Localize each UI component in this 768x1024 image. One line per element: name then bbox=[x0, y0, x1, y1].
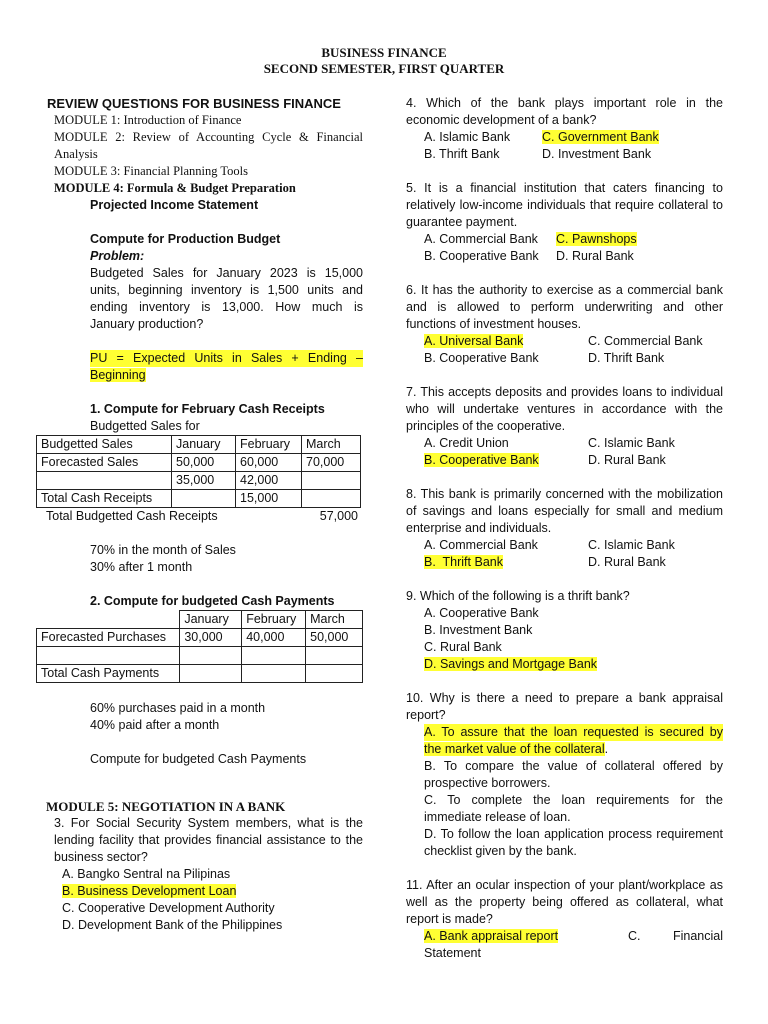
q3-line: 3. For Social Security System members, what is the bbox=[54, 816, 363, 830]
receipt-note: 70% in the month of Sales bbox=[90, 543, 236, 557]
receipt-note: 30% after 1 month bbox=[90, 560, 193, 574]
total-budgeted-value: 57,000 bbox=[319, 509, 358, 523]
option-c-cont: Statement bbox=[424, 946, 481, 960]
option-a: A. Credit Union bbox=[424, 436, 509, 450]
question-line: 8. This bank is primarily concerned with the mobilization bbox=[406, 487, 723, 501]
question-6 bbox=[406, 282, 723, 367]
table-cell bbox=[172, 490, 236, 508]
question-line: economic development of a bank? bbox=[406, 113, 597, 127]
table-cell bbox=[306, 647, 363, 665]
option-a-answer-cont: the market value of the collateral bbox=[424, 742, 605, 756]
table-cell: 50,000 bbox=[172, 454, 236, 472]
question-line: 7. This accepts deposits and provides loans to individual bbox=[406, 385, 723, 399]
question-5 bbox=[406, 180, 723, 265]
option-c: C. Islamic Bank bbox=[588, 538, 675, 552]
module-4: MODULE 4: Formula & Budget Preparation bbox=[54, 181, 296, 195]
review-title: REVIEW QUESTIONS FOR BUSINESS FINANCE bbox=[47, 96, 341, 111]
table-cell: Budgetted Sales bbox=[37, 436, 172, 454]
table-cell: 42,000 bbox=[236, 472, 302, 490]
q3-line: business sector? bbox=[54, 850, 148, 864]
table-cell: February bbox=[236, 436, 302, 454]
table-cell: Forecasted Sales bbox=[37, 454, 172, 472]
option-c-word: Financial bbox=[672, 929, 723, 943]
table-cell: January bbox=[172, 436, 236, 454]
left-column bbox=[38, 95, 363, 934]
question-4 bbox=[406, 95, 723, 163]
question-line: 10. Why is there a need to prepare a bank appraisal bbox=[406, 691, 723, 705]
option-a-period: . bbox=[604, 742, 609, 756]
q1-heading: 1. Compute for February Cash Receipts bbox=[90, 402, 325, 416]
option-d: D. Rural Bank bbox=[588, 453, 666, 467]
option-c-answer: C. Pawnshops bbox=[556, 232, 637, 246]
table-cell: Total Cash Payments bbox=[37, 665, 180, 683]
payment-note: 40% paid after a month bbox=[90, 718, 220, 732]
compute-payments-text: Compute for budgeted Cash Payments bbox=[90, 752, 307, 766]
question-9 bbox=[406, 588, 723, 673]
problem-line: January production? bbox=[90, 317, 204, 331]
cash-receipts-table bbox=[36, 435, 361, 508]
question-line: who will undertake ventures in accordance with the bbox=[406, 402, 723, 416]
option-b: B. Cooperative Bank bbox=[424, 351, 539, 365]
document-header bbox=[0, 45, 768, 77]
question-line: enterprise and individuals. bbox=[406, 521, 552, 535]
problem-line: Budgeted Sales for January 2023 is 15,000 bbox=[90, 266, 363, 280]
question-11 bbox=[406, 877, 723, 962]
table-cell bbox=[180, 647, 242, 665]
table-cell: March bbox=[302, 436, 361, 454]
option-d: D. Investment Bank bbox=[542, 147, 652, 161]
table-row bbox=[37, 490, 361, 508]
question-8 bbox=[406, 486, 723, 571]
table-cell bbox=[242, 665, 306, 683]
question-line: of savings and loans especially for small and medium bbox=[406, 504, 723, 518]
question-line: 4. Which of the bank plays important role in the bbox=[406, 96, 723, 110]
question-line: guarantee payment. bbox=[406, 215, 518, 229]
table-cell: 50,000 bbox=[306, 629, 363, 647]
question-line: relatively low-income individuals that require collateral to bbox=[406, 198, 723, 212]
question-line: 5. It is a financial institution that caters financing to bbox=[406, 181, 723, 195]
option-b: B. Thrift Bank bbox=[424, 147, 500, 161]
question-line: report? bbox=[406, 708, 446, 722]
option-d-answer: D. Savings and Mortgage Bank bbox=[424, 657, 598, 671]
formula-line: Beginning bbox=[90, 368, 146, 382]
table-cell bbox=[306, 665, 363, 683]
question-line: 11. After an ocular inspection of your plant/workplace as bbox=[406, 878, 723, 892]
table-cell: Forecasted Purchases bbox=[37, 629, 180, 647]
question-line: principles of the cooperative. bbox=[406, 419, 566, 433]
table-cell bbox=[302, 490, 361, 508]
option-a: A. Commercial Bank bbox=[424, 232, 538, 246]
module-2-cont: Analysis bbox=[54, 147, 98, 161]
module-1: MODULE 1: Introduction of Finance bbox=[54, 113, 242, 127]
question-7 bbox=[406, 384, 723, 469]
table-row bbox=[37, 647, 363, 665]
table-row bbox=[37, 472, 361, 490]
question-line: 6. It has the authority to exercise as a commercial bank bbox=[406, 283, 723, 297]
table-cell: 70,000 bbox=[302, 454, 361, 472]
option-b: B. Cooperative Bank bbox=[424, 249, 539, 263]
semester-title: SECOND SEMESTER, FIRST QUARTER bbox=[263, 61, 505, 76]
q3-line: lending facility that provides financial assistance to the bbox=[54, 833, 363, 847]
table-cell: 30,000 bbox=[180, 629, 242, 647]
problem-line: ending inventory is 13,000. How much is bbox=[90, 300, 363, 314]
table-cell bbox=[37, 472, 172, 490]
table-cell: 35,000 bbox=[172, 472, 236, 490]
q3-option: C. Cooperative Development Authority bbox=[62, 901, 275, 915]
question-line: report is made? bbox=[406, 912, 493, 926]
option-b-cont: prospective borrowers. bbox=[424, 776, 551, 790]
table-cell bbox=[37, 647, 180, 665]
table-cell: 15,000 bbox=[236, 490, 302, 508]
table-row bbox=[37, 665, 363, 683]
table-row bbox=[37, 629, 363, 647]
option-c: C. Rural Bank bbox=[424, 640, 502, 654]
table-cell: 40,000 bbox=[242, 629, 306, 647]
course-title: BUSINESS FINANCE bbox=[321, 45, 447, 60]
module-2: MODULE 2: Review of Accounting Cycle & Financial bbox=[54, 130, 363, 144]
option-b: B. Investment Bank bbox=[424, 623, 533, 637]
table-cell bbox=[37, 611, 180, 629]
table-row bbox=[37, 436, 361, 454]
cash-payments-table bbox=[36, 610, 363, 683]
option-a-answer: A. Universal Bank bbox=[424, 334, 524, 348]
option-a: A. Cooperative Bank bbox=[424, 606, 539, 620]
total-budgeted-label: Total Budgetted Cash Receipts bbox=[46, 509, 218, 523]
total-budgeted-row bbox=[38, 508, 363, 525]
q2-heading: 2. Compute for budgeted Cash Payments bbox=[90, 594, 335, 608]
right-column bbox=[406, 95, 723, 962]
option-d: D. Rural Bank bbox=[588, 555, 666, 569]
q3-option: D. Development Bank of the Philippines bbox=[62, 918, 283, 932]
q3-option-answer: B. Business Development Loan bbox=[62, 884, 237, 898]
option-d-cont: checklist given by the bank. bbox=[424, 844, 577, 858]
problem-line: units, beginning inventory is 1,500 units and bbox=[90, 283, 363, 297]
option-a: A. Islamic Bank bbox=[424, 130, 511, 144]
table-cell bbox=[180, 665, 242, 683]
option-c-cont: immediate release of loan. bbox=[424, 810, 571, 824]
module-3: MODULE 3: Financial Planning Tools bbox=[54, 164, 249, 178]
table-cell: February bbox=[242, 611, 306, 629]
q1-subheading: Budgetted Sales for bbox=[90, 419, 200, 433]
option-c-answer: C. Government Bank bbox=[542, 130, 659, 144]
question-line: and is allowed to perform underwriting and other bbox=[406, 300, 723, 314]
question-10 bbox=[406, 690, 723, 860]
formula-line: PU = Expected Units in Sales + Ending – bbox=[90, 351, 363, 365]
option-b-answer: B. Cooperative Bank bbox=[424, 453, 539, 467]
projected-income-heading: Projected Income Statement bbox=[90, 198, 259, 212]
table-row bbox=[37, 611, 363, 629]
option-b-answer: B. Thrift Bank bbox=[424, 555, 503, 569]
table-cell bbox=[242, 647, 306, 665]
table-row bbox=[37, 454, 361, 472]
problem-label: Problem: bbox=[90, 249, 145, 263]
question-line: 9. Which of the following is a thrift bank? bbox=[406, 589, 630, 603]
production-budget-heading: Compute for Production Budget bbox=[90, 232, 281, 246]
table-cell bbox=[302, 472, 361, 490]
table-cell: March bbox=[306, 611, 363, 629]
option-c: C. To complete the loan requirements for the bbox=[424, 793, 723, 807]
payment-note: 60% purchases paid in a month bbox=[90, 701, 266, 715]
question-line: functions of investment houses. bbox=[406, 317, 582, 331]
option-b: B. To compare the value of collateral offered by bbox=[424, 759, 723, 773]
option-d: D. To follow the loan application process requirement bbox=[424, 827, 723, 841]
question-line: well as the property being offered as collateral, what bbox=[406, 895, 723, 909]
option-a-answer: A. To assure that the loan requested is secured by bbox=[424, 725, 723, 739]
table-cell: 60,000 bbox=[236, 454, 302, 472]
table-cell: January bbox=[180, 611, 242, 629]
table-cell: Total Cash Receipts bbox=[37, 490, 172, 508]
option-c-letter: C. bbox=[628, 929, 641, 943]
option-d: D. Thrift Bank bbox=[588, 351, 665, 365]
option-c: C. Islamic Bank bbox=[588, 436, 675, 450]
module-5-heading: MODULE 5: NEGOTIATION IN A BANK bbox=[46, 799, 286, 814]
option-a-answer: A. Bank appraisal report bbox=[424, 929, 559, 943]
option-c: C. Commercial Bank bbox=[588, 334, 703, 348]
option-d: D. Rural Bank bbox=[556, 249, 634, 263]
q3-option: A. Bangko Sentral na Pilipinas bbox=[62, 867, 231, 881]
option-a: A. Commercial Bank bbox=[424, 538, 538, 552]
